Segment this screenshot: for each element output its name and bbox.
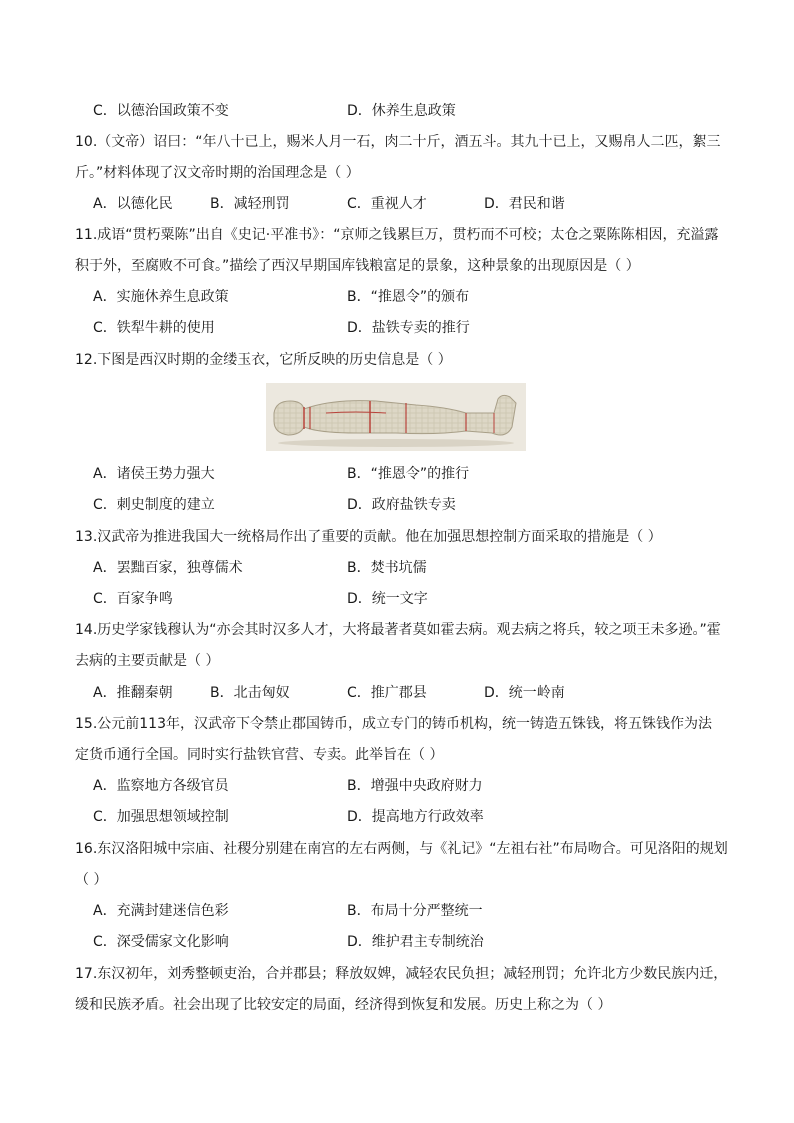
q13-option-c: C．百家争鸣: [93, 591, 173, 607]
q10-option-b: B．减轻刑罚: [210, 196, 290, 212]
q17-stem-line1: 17.东汉初年，刘秀整顿吏治，合并郡县；释放奴婢，减轻农民负担；减轻刑罚；允许北方少数民族内迁，: [75, 966, 728, 982]
q10-option-c: C．重视人才: [347, 196, 427, 212]
q14-option-b: B．北击匈奴: [210, 685, 290, 701]
q14-stem-line2: 去病的主要贡献是（ ）: [75, 653, 220, 669]
q14-option-c: C．推广郡县: [347, 685, 427, 701]
q10-option-d: D．君民和谐: [484, 196, 565, 212]
q13-option-d: D．统一文字: [347, 591, 428, 607]
q12-option-a: A．诸侯王势力强大: [93, 466, 215, 482]
q10-stem-line1: 10.（文帝）诏曰：“年八十已上，赐米人月一石，肉二十斤，酒五斗。其九十已上，又赐帛人二匹，絮三: [75, 134, 721, 150]
q16-stem-line2: （ ）: [75, 872, 108, 888]
q12-option-b: B．“推恩令”的推行: [347, 466, 470, 482]
q17-stem-line2: 缓和民族矛盾。社会出现了比较安定的局面，经济得到恢复和发展。历史上称之为（ ）: [75, 997, 612, 1013]
q16-option-b: B．布局十分严整统一: [347, 903, 483, 919]
q11-option-a: A．实施休养生息政策: [93, 289, 229, 305]
q16-option-d: D．维护君主专制统治: [347, 934, 484, 950]
q12-stem-line1: 12.下图是西汉时期的金缕玉衣，它所反映的历史信息是（ ）: [75, 352, 452, 368]
q16-option-a: A．充满封建迷信色彩: [93, 903, 229, 919]
q15-stem-line1: 15.公元前113年，汉武帝下令禁止郡国铸币，成立专门的铸币机构，统一铸造五铢钱，将五铢钱作为法: [75, 716, 712, 732]
q15-option-a: A．监察地方各级官员: [93, 778, 229, 794]
q16-option-c: C．深受儒家文化影响: [93, 934, 229, 950]
q13-stem-line1: 13.汉武帝为推进我国大一统格局作出了重要的贡献。他在加强思想控制方面采取的措施是（ ）: [75, 529, 662, 545]
q12-option-c: C．刺史制度的建立: [93, 497, 215, 513]
q11-option-d: D．盐铁专卖的推行: [347, 320, 470, 336]
q11-option-c: C．铁犁牛耕的使用: [93, 320, 215, 336]
jade-suit-illustration: [266, 383, 526, 451]
q13-option-b: B．焚书坑儒: [347, 560, 427, 576]
q14-option-a: A．推翻秦朝: [93, 685, 173, 701]
q14-stem-line1: 14.历史学家钱穆认为“亦会其时汉多人才，大将最著者莫如霍去病。观去病之将兵，较之项王未多逊。”霍: [75, 622, 721, 638]
q11-stem-line2: 积于外，至腐败不可食。”描绘了西汉早期国库钱粮富足的景象，这种景象的出现原因是（ ）: [75, 258, 640, 274]
jade-burial-suit-image: [266, 383, 526, 451]
q16-stem-line1: 16.东汉洛阳城中宗庙、社稷分别建在南宫的左右两侧，与《礼记》“左祖右社”布局吻合。可见洛阳的规划: [75, 841, 728, 857]
q12-option-d: D．政府盐铁专卖: [347, 497, 456, 513]
q9-option-d: D．休养生息政策: [347, 103, 456, 119]
q15-option-d: D．提高地方行政效率: [347, 809, 484, 825]
q14-option-d: D．统一岭南: [484, 685, 565, 701]
q13-option-a: A．罢黜百家，独尊儒术: [93, 560, 243, 576]
q15-stem-line2: 定货币通行全国。同时实行盐铁官营、专卖。此举旨在（ ）: [75, 747, 444, 763]
q10-option-a: A．以德化民: [93, 196, 173, 212]
q11-option-b: B．“推恩令”的颁布: [347, 289, 470, 305]
q9-option-c: C．以德治国政策不变: [93, 103, 229, 119]
q11-stem-line1: 11.成语“贯朽粟陈”出自《史记·平准书》：“京师之钱累巨万，贯朽而不可校；太仓之粟陈陈相因，充溢露: [75, 227, 719, 243]
q15-option-c: C．加强思想领域控制: [93, 809, 229, 825]
q10-stem-line2: 斤。”材料体现了汉文帝时期的治国理念是（ ）: [75, 165, 360, 181]
q15-option-b: B．增强中央政府财力: [347, 778, 483, 794]
